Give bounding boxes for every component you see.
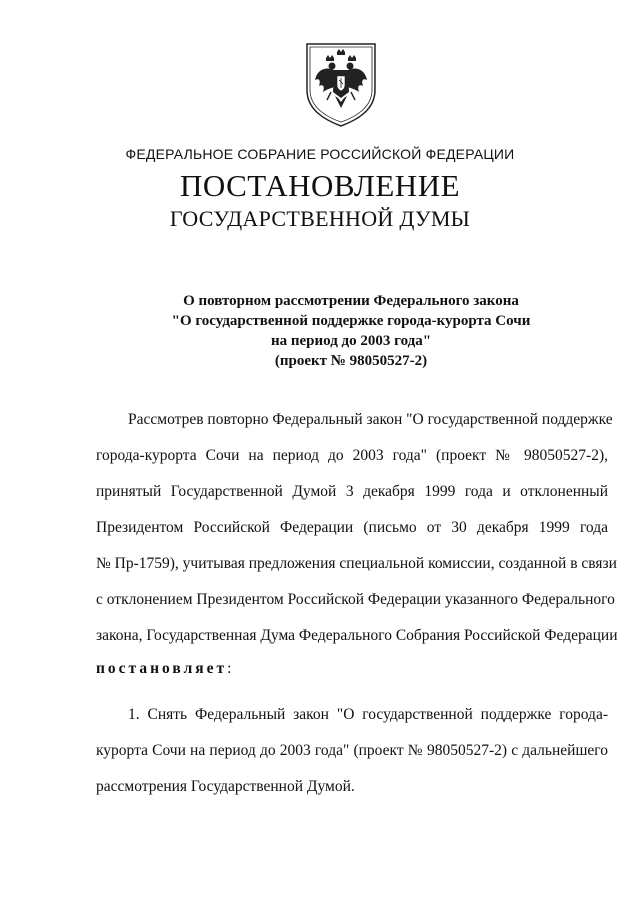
paragraph-line: города-курорта Сочи на период до 2003 года" (проект № 98050527-2), [96, 447, 608, 464]
paragraph-line: закона, Государственная Дума Федерального Собрания Российской Федерации [96, 627, 618, 644]
paragraph-line: 1. Снять Федеральный закон "О государственной поддержке города- [128, 706, 608, 723]
paragraph-line: Рассмотрев повторно Федеральный закон "О государственной поддержке [128, 411, 613, 428]
preamble-paragraph [96, 411, 618, 663]
resolves-punct: : [227, 660, 232, 677]
resolves-keyword [96, 660, 231, 678]
title-line: на период до 2003 года" [270, 333, 432, 349]
item-1-paragraph [96, 706, 608, 814]
paragraph-line: курорта Сочи на период до 2003 года" (проект № 98050527-2) с дальнейшего [96, 742, 608, 759]
paragraph-line: рассмотрения Государственной Думой. [96, 778, 355, 795]
coat-of-arms-emblem-icon [301, 40, 381, 130]
paragraph-line: с отклонением Президентом Российской Федерации указанного Федерального [96, 591, 615, 608]
title-line: (проект № 98050527-2) [274, 353, 428, 369]
document-type: ПОСТАНОВЛЕНИЕ [179, 168, 461, 203]
title-line: "О государственной поддержке города-курорта Сочи [171, 313, 531, 329]
resolves-word: постановляет [96, 660, 228, 677]
paragraph-line: № Пр-1759), учитывая предложения специальной комиссии, созданной в связи [96, 555, 617, 572]
issuing-body: ГОСУДАРСТВЕННОЙ ДУМЫ [169, 206, 471, 231]
document-title [0, 291, 640, 371]
paragraph-line: принятый Государственной Думой 3 декабря 1999 года и отклоненный [96, 483, 608, 500]
paragraph-line: Президентом Российской Федерации (письмо от 30 декабря 1999 года [96, 519, 608, 536]
title-line: О повторном рассмотрении Федерального закона [183, 293, 519, 309]
parliament-name: ФЕДЕРАЛЬНОЕ СОБРАНИЕ РОССИЙСКОЙ ФЕДЕРАЦИИ [125, 146, 515, 162]
